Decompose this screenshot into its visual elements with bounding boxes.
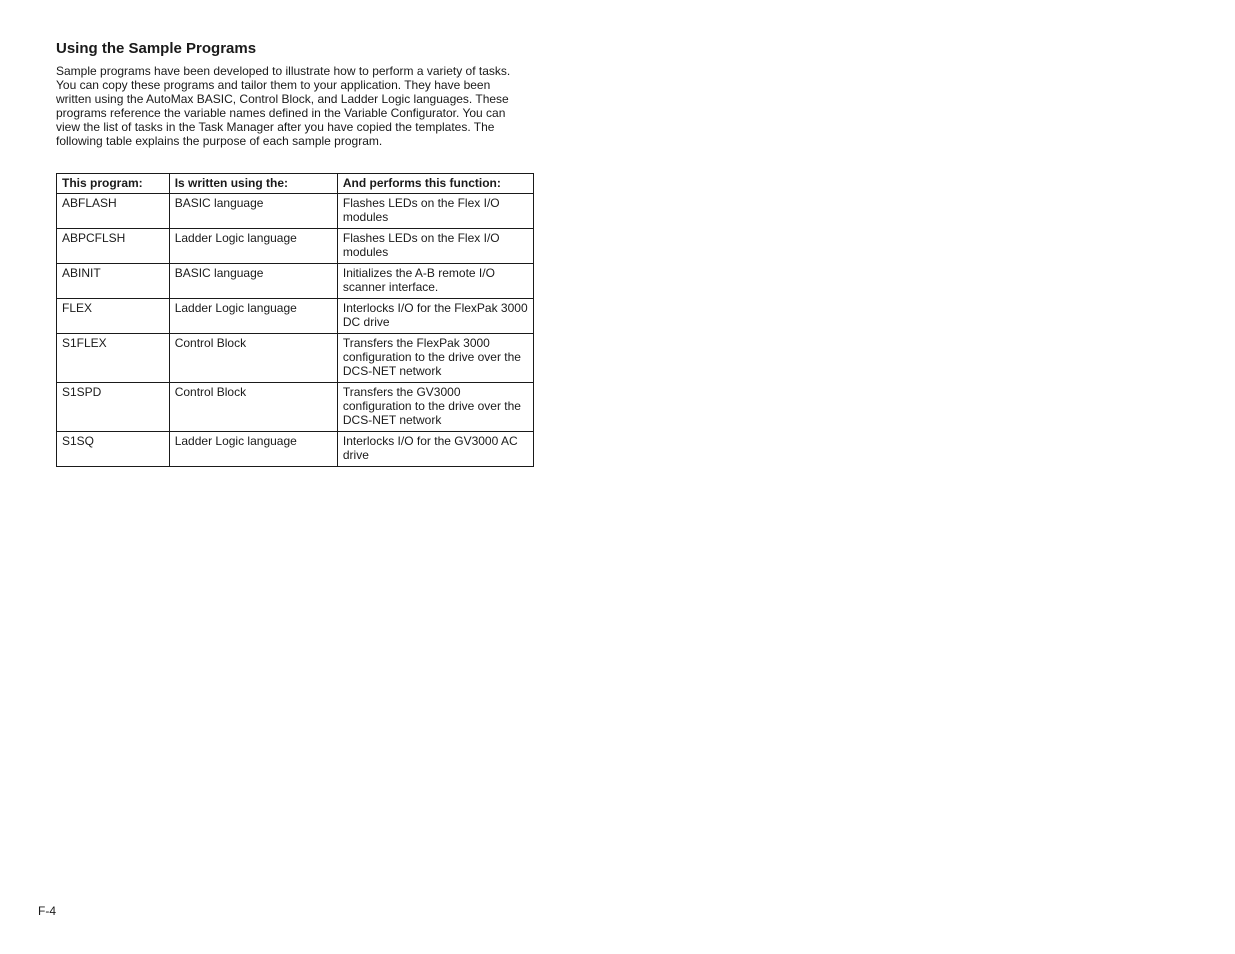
- cell-program: ABPCFLSH: [57, 229, 170, 264]
- section-title: Using the Sample Programs: [56, 40, 257, 57]
- intro-paragraph: Sample programs have been developed to illustrate how to perform a variety of tasks. You can copy these programs and tailor them to your application. They have been written using the AutoMax BASIC, Control Block, and Ladder Logic languages. These programs reference the variable names defined in the Variable Configurator. You can view the list of tasks in the Task Manager after you have copied the templates. The following table explains the purpose of each sample program.: [56, 64, 511, 148]
- cell-language: Control Block: [169, 334, 337, 383]
- cell-language: Control Block: [169, 383, 337, 432]
- cell-language: BASIC language: [169, 194, 337, 229]
- cell-function: Transfers the GV3000 configuration to the drive over the DCS-NET network: [337, 383, 533, 432]
- cell-function: Initializes the A-B remote I/O scanner interface.: [337, 264, 533, 299]
- table-row: [57, 334, 534, 383]
- table-row: [57, 229, 534, 264]
- cell-function: Flashes LEDs on the Flex I/O modules: [337, 194, 533, 229]
- cell-function: Flashes LEDs on the Flex I/O modules: [337, 229, 533, 264]
- cell-function: Interlocks I/O for the GV3000 AC drive: [337, 432, 533, 467]
- header-function: And performs this function:: [337, 174, 533, 194]
- table-row: [57, 299, 534, 334]
- header-language: Is written using the:: [169, 174, 337, 194]
- cell-program: S1SPD: [57, 383, 170, 432]
- page-number: F-4: [38, 904, 56, 918]
- table-header-row: [57, 174, 534, 194]
- table-row: [57, 264, 534, 299]
- cell-program: FLEX: [57, 299, 170, 334]
- table-row: [57, 383, 534, 432]
- header-program: This program:: [57, 174, 170, 194]
- cell-function: Transfers the FlexPak 3000 configuration to the drive over the DCS-NET network: [337, 334, 533, 383]
- cell-program: S1FLEX: [57, 334, 170, 383]
- cell-program: S1SQ: [57, 432, 170, 467]
- table-row: [57, 194, 534, 229]
- cell-language: Ladder Logic language: [169, 229, 337, 264]
- cell-function: Interlocks I/O for the FlexPak 3000 DC drive: [337, 299, 533, 334]
- cell-language: Ladder Logic language: [169, 299, 337, 334]
- cell-program: ABFLASH: [57, 194, 170, 229]
- sample-programs-table: [56, 173, 534, 467]
- cell-language: Ladder Logic language: [169, 432, 337, 467]
- table-row: [57, 432, 534, 467]
- cell-program: ABINIT: [57, 264, 170, 299]
- cell-language: BASIC language: [169, 264, 337, 299]
